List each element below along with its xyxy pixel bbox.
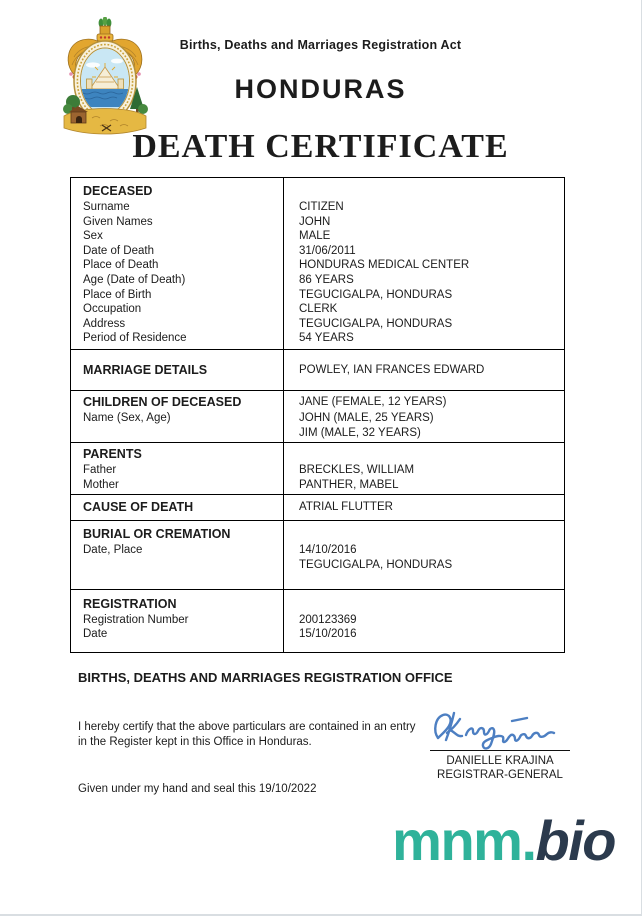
field-value: TEGUCIGALPA, HONDURAS xyxy=(299,317,453,330)
field-value: 31/06/2011 xyxy=(299,244,356,257)
field-label: Date of Death xyxy=(83,244,154,257)
field-value: JANE (FEMALE, 12 YEARS) xyxy=(299,395,447,408)
field-label: Given Names xyxy=(83,215,153,228)
section-values xyxy=(283,350,564,390)
certificate-table xyxy=(70,177,565,653)
section-labels xyxy=(71,495,283,520)
field-heading: BURIAL OR CREMATION xyxy=(83,527,231,542)
field-value xyxy=(299,596,564,613)
section-values xyxy=(283,495,564,520)
certification-line: in the Register kept in this Office in Honduras. xyxy=(78,736,312,748)
section-labels xyxy=(71,178,283,349)
field-value: CLERK xyxy=(299,303,338,316)
section-labels xyxy=(71,350,283,390)
section-children-of-deceased xyxy=(71,390,564,442)
field-value: POWLEY, IAN FRANCES EDWARD xyxy=(299,363,485,376)
field-label: Surname xyxy=(83,201,130,213)
field-label: Date, Place xyxy=(83,544,143,557)
field-label: Occupation xyxy=(83,303,142,316)
field-label: Place of Birth xyxy=(83,288,152,301)
field-value: 200123369 xyxy=(299,613,357,626)
field-label: Age (Date of Death) xyxy=(83,273,186,286)
field-value: 54 YEARS xyxy=(299,332,354,345)
mnm-bio-logo xyxy=(392,809,615,872)
field-label: Sex xyxy=(83,230,103,243)
section-registration xyxy=(71,589,564,652)
field-heading: CHILDREN OF DECEASED xyxy=(83,394,242,409)
field-label: Period of Residence xyxy=(83,332,187,345)
section-cause-of-death xyxy=(71,494,564,520)
field-value: TEGUCIGALPA, HONDURAS xyxy=(299,288,453,301)
given-under-hand-text: Given under my hand and seal this 19/10/2022 xyxy=(78,783,317,795)
logo-primary-text: mnm. xyxy=(392,809,536,872)
field-heading: DECEASED xyxy=(83,184,153,198)
field-value: 14/10/2016 xyxy=(299,544,357,557)
logo-secondary-text: bio xyxy=(535,809,615,872)
field-value xyxy=(299,526,564,543)
certification-statement xyxy=(78,720,448,750)
registrar-signature-icon xyxy=(428,704,572,750)
section-labels xyxy=(71,391,283,442)
field-value: TEGUCIGALPA, HONDURAS xyxy=(299,558,453,571)
section-labels xyxy=(71,443,283,494)
field-value: JIM (MALE, 32 YEARS) xyxy=(299,426,421,439)
registration-office-heading: BIRTHS, DEATHS AND MARRIAGES REGISTRATION OFFICE xyxy=(78,670,453,685)
section-values xyxy=(283,391,564,442)
registrar-name: DANIELLE KRAJINA xyxy=(446,755,554,767)
field-value: CITIZEN xyxy=(299,201,344,213)
field-value xyxy=(299,446,564,463)
field-value: 86 YEARS xyxy=(299,273,354,286)
act-title: Births, Deaths and Marriages Registration Act xyxy=(179,38,462,52)
field-label: Registration Number xyxy=(83,613,189,626)
signature-line xyxy=(430,750,570,751)
field-label xyxy=(83,558,283,573)
section-marriage-details xyxy=(71,349,564,390)
field-value: JOHN xyxy=(299,215,331,228)
field-value: 15/10/2016 xyxy=(299,628,357,641)
country-title: HONDURAS xyxy=(234,74,407,104)
field-heading: MARRIAGE DETAILS xyxy=(83,362,208,377)
section-values xyxy=(283,521,564,588)
certification-line: I hereby certify that the above particulars are contained in an entry xyxy=(78,721,416,733)
section-parents xyxy=(71,442,564,494)
section-deceased xyxy=(71,178,564,349)
field-value: PANTHER, MABEL xyxy=(299,478,399,491)
field-value: ATRIAL FLUTTER xyxy=(299,501,393,514)
field-heading: PARENTS xyxy=(83,447,142,462)
field-value: JOHN (MALE, 25 YEARS) xyxy=(299,411,434,424)
section-values xyxy=(283,443,564,494)
field-label: Address xyxy=(83,317,126,330)
field-value xyxy=(299,183,564,200)
field-value: MALE xyxy=(299,230,331,243)
field-value: BRECKLES, WILLIAM xyxy=(299,464,415,477)
section-burial-or-cremation xyxy=(71,520,564,588)
section-labels xyxy=(71,521,283,588)
field-label: Father xyxy=(83,464,117,477)
section-values xyxy=(283,178,564,349)
field-heading: REGISTRATION xyxy=(83,596,177,611)
field-label: Date xyxy=(83,628,108,641)
field-label: Mother xyxy=(83,478,119,491)
field-label: Name (Sex, Age) xyxy=(83,411,171,424)
section-values xyxy=(283,590,564,652)
field-value: HONDURAS MEDICAL CENTER xyxy=(299,259,470,272)
signature-block xyxy=(418,704,582,782)
document-title: DEATH CERTIFICATE xyxy=(132,128,509,165)
section-labels xyxy=(71,590,283,652)
field-heading: CAUSE OF DEATH xyxy=(83,500,194,515)
field-label xyxy=(83,426,283,441)
field-label: Place of Death xyxy=(83,259,159,272)
registrar-title: REGISTRAR-GENERAL xyxy=(437,769,563,781)
